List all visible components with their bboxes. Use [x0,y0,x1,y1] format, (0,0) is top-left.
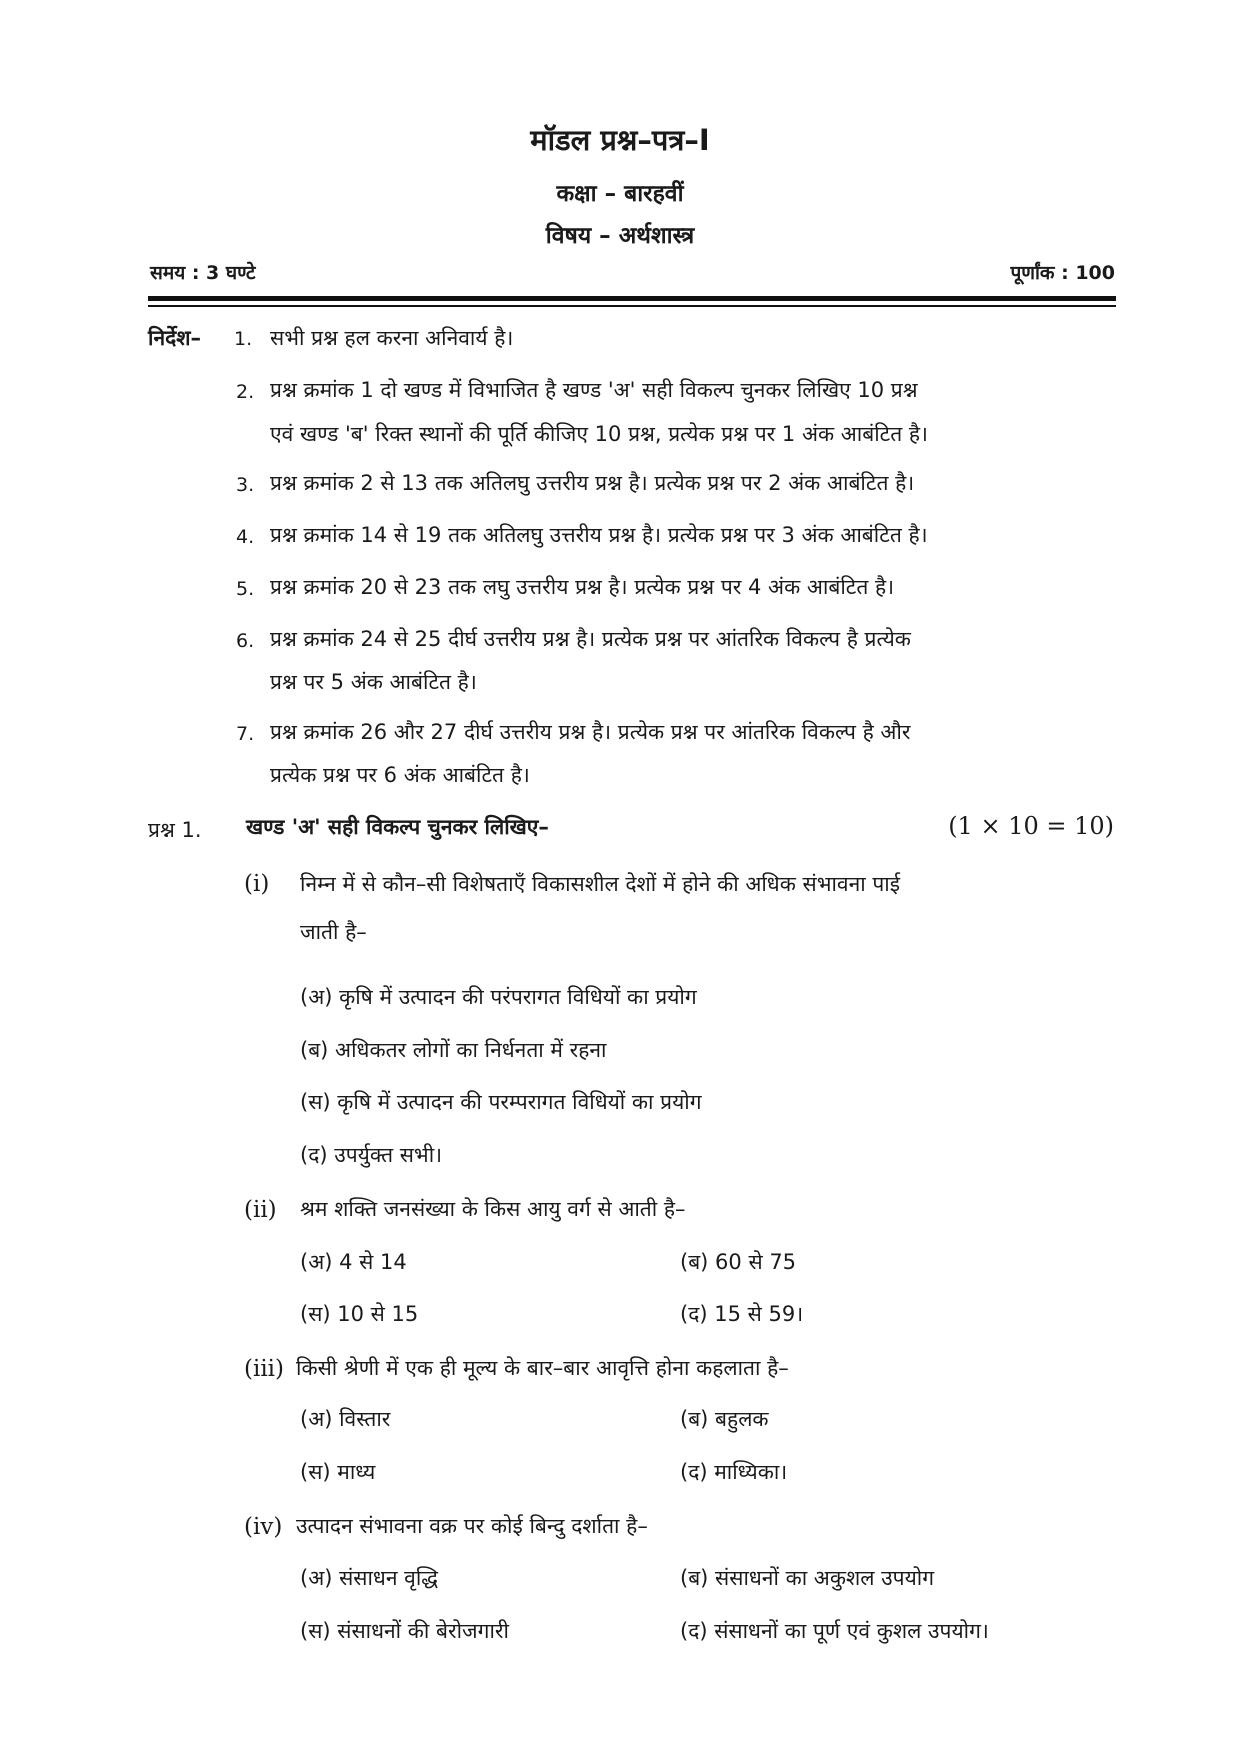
subquestion-text: उत्पादन संभावना वक्र पर कोई बिन्दु दर्शाता है– [296,1514,648,1538]
option: (द) माध्यिका। [680,1460,788,1484]
option: (द) उपर्युक्त सभी। [300,1143,443,1167]
instruction-number: 5. [236,578,255,600]
instruction-number: 1. [234,328,253,350]
time-label: समय : 3 घण्टे [150,262,256,284]
subquestion-number: (i) [244,871,270,897]
option: (ब) बहुलक [680,1407,769,1431]
question-number: प्रश्न 1. [148,818,202,842]
option: (द) संसाधनों का पूर्ण एवं कुशल उपयोग। [680,1619,989,1643]
option: (ब) अधिकतर लोगों का निर्धनता में रहना [300,1038,607,1062]
subject-line: विषय – अर्थशास्त्र [545,223,695,249]
option: (स) माध्य [300,1460,376,1484]
instruction-number: 4. [236,526,255,548]
option: (अ) विस्तार [300,1407,391,1431]
question-marks: (1 × 10 = 10) [948,812,1114,840]
question-heading: खण्ड 'अ' सही विकल्प चुनकर लिखिए– [246,815,549,839]
max-marks-label: पूर्णांक : 100 [1010,262,1115,284]
instruction-number: 3. [236,474,255,496]
instruction-number: 2. [236,381,255,403]
class-line: कक्षा – बारहवीं [556,181,684,207]
option: (ब) 60 से 75 [680,1250,797,1274]
instruction-text: प्रश्न क्रमांक 26 और 27 दीर्घ उत्तरीय प्रश्न है। प्रत्येक प्रश्न पर आंतरिक विकल्प है और [270,720,911,744]
subquestion-number: (iv) [244,1514,283,1540]
instruction-text: प्रश्न क्रमांक 1 दो खण्ड में विभाजित है खण्ड 'अ' सही विकल्प चुनकर लिखिए 10 प्रश्न [270,378,918,402]
subquestion-text: निम्न में से कौन–सी विशेषताएँ विकासशील देशों में होने की अधिक संभावना पाई [300,872,901,896]
instruction-text: प्रश्न क्रमांक 24 से 25 दीर्घ उत्तरीय प्रश्न है। प्रत्येक प्रश्न पर आंतरिक विकल्प है प्रत्येक [270,627,911,651]
instruction-text: प्रश्न क्रमांक 20 से 23 तक लघु उत्तरीय प्रश्न है। प्रत्येक प्रश्न पर 4 अंक आबंटित है। [270,575,895,599]
instruction-text: प्रश्न क्रमांक 2 से 13 तक अतिलघु उत्तरीय प्रश्न है। प्रत्येक प्रश्न पर 2 अंक आबंटित है। [270,471,915,495]
option: (स) कृषि में उत्पादन की परम्परागत विधियों का प्रयोग [300,1090,702,1114]
subquestion-text: श्रम शक्ति जनसंख्या के किस आयु वर्ग से आती है– [300,1197,686,1221]
option: (अ) कृषि में उत्पादन की परंपरागत विधियों का प्रयोग [300,985,697,1009]
instruction-text: एवं खण्ड 'ब' रिक्त स्थानों की पूर्ति कीजिए 10 प्रश्न, प्रत्येक प्रश्न पर 1 अंक आबंटित है। [270,422,929,446]
instruction-text: सभी प्रश्न हल करना अनिवार्य है। [270,326,514,350]
instruction-text: प्रश्न पर 5 अंक आबंटित है। [270,670,477,694]
instruction-text: प्रश्न क्रमांक 14 से 19 तक अतिलघु उत्तरीय प्रश्न है। प्रत्येक प्रश्न पर 3 अंक आबंटित है। [270,523,928,547]
subquestion-text: किसी श्रेणी में एक ही मूल्य के बार–बार आवृत्ति होना कहलाता है– [296,1356,789,1380]
option: (द) 15 से 59। [680,1302,804,1326]
option: (स) 10 से 15 [300,1302,419,1326]
option: (ब) संसाधनों का अकुशल उपयोग [680,1566,935,1590]
option: (अ) 4 से 14 [300,1250,407,1274]
instruction-number: 7. [236,723,255,745]
subquestion-number: (iii) [244,1356,285,1382]
header-rule-thin [148,305,1116,307]
instruction-text: प्रत्येक प्रश्न पर 6 अंक आबंटित है। [270,763,530,787]
header-rule-thick [148,296,1116,301]
subquestion-number: (ii) [244,1197,277,1223]
option: (अ) संसाधन वृद्धि [300,1566,439,1590]
subquestion-text: जाती है– [300,920,367,944]
option: (स) संसाधनों की बेरोजगारी [300,1619,509,1643]
paper-title: मॉडल प्रश्न–पत्र–I [530,123,710,157]
instructions-label: निर्देश– [148,326,202,350]
instruction-number: 6. [236,630,255,652]
